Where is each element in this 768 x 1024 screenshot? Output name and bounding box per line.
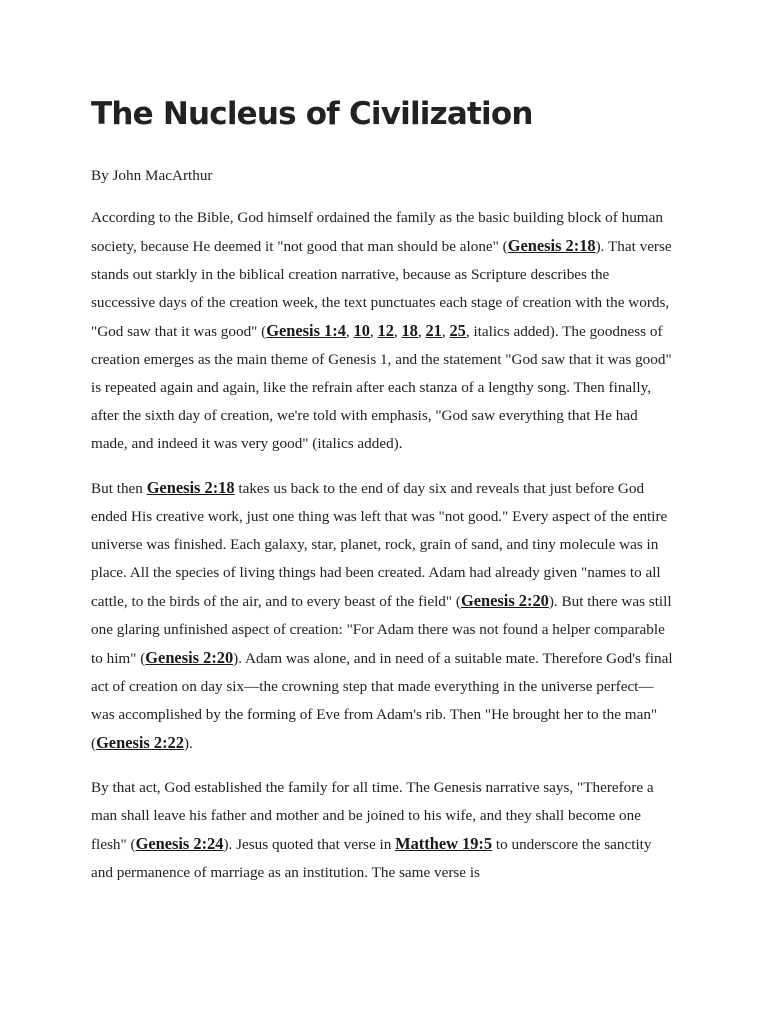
paragraph-text: , (393, 323, 402, 340)
paragraph-text: , (441, 323, 450, 340)
scripture-reference-link[interactable]: 12 (377, 321, 394, 340)
scripture-reference-link[interactable]: Genesis 2:18 (507, 236, 596, 255)
article-body (91, 204, 677, 887)
scripture-reference-link[interactable]: Genesis 2:18 (146, 478, 235, 497)
paragraph-text: takes us back to the end of day six and reveals that just before God ended His creative work, just one thing was left that was "not good." Every aspect of the entire universe was finished. Each galaxy, star, planet, rock, grain of sand, and tiny molecule was in place. All the species of living things had been created. Adam had already given "names to all cattle, to the birds of the air, and to every beast of the field" ( (91, 480, 668, 610)
scripture-reference-link[interactable]: Genesis 1:4 (266, 321, 346, 340)
paragraph-text: , (417, 323, 426, 340)
paragraph-text: , (369, 323, 378, 340)
article-byline: By John MacArthur (91, 167, 213, 184)
paragraph-text: ). (183, 735, 193, 752)
paragraph-text: But then (91, 480, 147, 497)
scripture-reference-link[interactable]: Matthew 19:5 (395, 834, 493, 853)
article-paragraph (91, 774, 677, 887)
paragraph-text: ). Adam was alone, and in need of a suitable mate. Therefore God's final act of creation on day six—the crowning step that made everything in the universe perfect—was accomplished by the forming of Eve from Adam's rib. Then "He brought her to the man" ( (91, 650, 673, 752)
paragraph-text: to underscore the sanctity and permanence of marriage as an institution. The same verse is (91, 836, 652, 881)
paragraph-text: According to the Bible, God himself ordained the family as the basic building block of human society, because He deemed it "not good that man should be alone" ( (91, 209, 663, 255)
article (91, 92, 677, 903)
scripture-reference-link[interactable]: 18 (401, 321, 418, 340)
paragraph-text: ). But there was still one glaring unfinished aspect of creation: "For Adam there was not found a helper comparable to him" ( (91, 593, 672, 667)
paragraph-text: ). That verse stands out starkly in the biblical creation narrative, because as Scripture describes the successive days of the creation week, the text punctuates each stage of creation with the words, "God saw that it was good" ( (91, 238, 672, 340)
article-title: The Nucleus of Civilization (91, 96, 533, 132)
article-paragraph (91, 204, 677, 458)
paragraph-text: , (345, 323, 354, 340)
scripture-reference-link[interactable]: Genesis 2:20 (145, 648, 234, 667)
scripture-reference-link[interactable]: Genesis 2:20 (460, 591, 549, 610)
scripture-reference-link[interactable]: Genesis 2:24 (135, 834, 224, 853)
paragraph-text: ). Jesus quoted that verse in (223, 836, 396, 853)
scripture-reference-link[interactable]: 25 (449, 321, 466, 340)
scripture-reference-link[interactable]: 21 (425, 321, 442, 340)
article-paragraph (91, 474, 677, 758)
scripture-reference-link[interactable]: Genesis 2:22 (96, 733, 184, 752)
paragraph-text: By that act, God established the family for all time. The Genesis narrative says, "Therefore a man shall leave his father and mother and be joined to his wife, and they shall become one flesh" ( (91, 779, 654, 853)
scripture-reference-link[interactable]: 10 (353, 321, 370, 340)
paragraph-text: , italics added). The goodness of creation emerges as the main theme of Genesis 1, and the statement "God saw that it was good" is repeated again and again, like the refrain after each stanza of a lengthy song. Then finally, after the sixth day of creation, we're told with emphasis, "God saw everything that He had made, and indeed it was very good" (italics added). (91, 323, 672, 452)
